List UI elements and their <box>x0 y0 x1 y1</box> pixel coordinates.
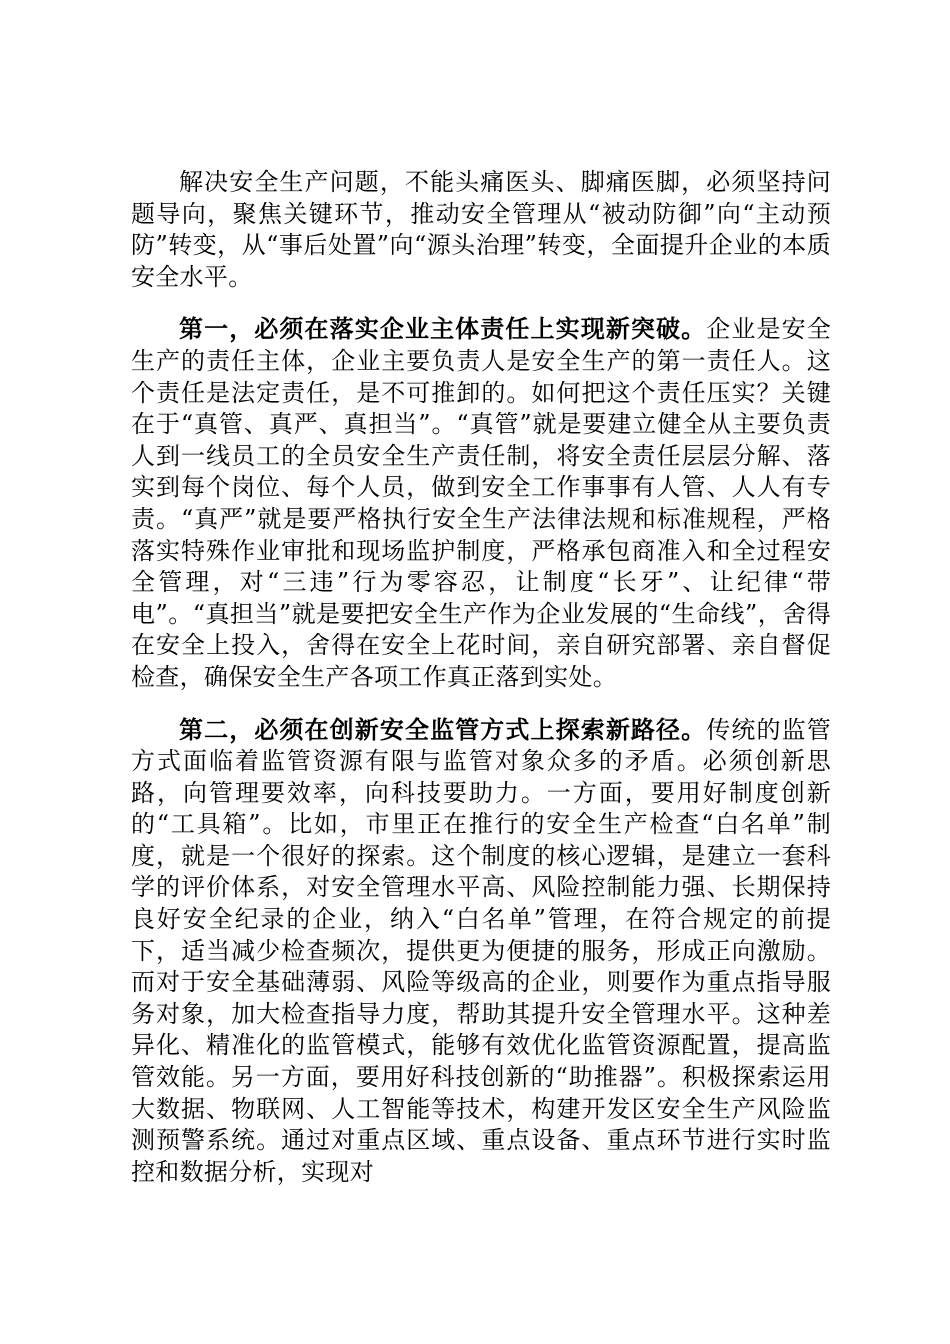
paragraph-body: 企业是安全生产的责任主体，企业主要负责人是安全生产的第一责任人。这个责任是法定责任，是不可推卸的。如何把这个责任压实？关键在于“真管、真严、真担当”。“真管”就是要建立健全从主要负责人到一线员工的全员安全生产责任制，将安全责任层层分解、落实到每个岗位、每个人员，做到安全工作事事有人管、人人有专责。“真严”就是要严格执行安全生产法律法规和标准规程，严格落实特殊作业审批和现场监护制度，严格承包商准入和全过程安全管理，对“三违”行为零容忍，让制度“长牙”、让纪律“带电”。“真担当”就是要把安全生产作为企业发展的“生命线”，舍得在安全上投入，舍得在安全上花时间，亲自研究部署、亲自督促检查，确保安全生产各项工作真正落到实处。 <box>131 315 831 691</box>
paragraph-lead: 第二，必须在创新安全监管方式上探索新路径。 <box>179 714 707 744</box>
paragraph-lead: 第一，必须在落实企业主体责任上实现新突破。 <box>179 314 707 344</box>
paragraph-first-point <box>131 313 831 693</box>
paragraph-body: 解决安全生产问题，不能头痛医头、脚痛医脚，必须坚持问题导向，聚焦关键环节，推动安全管理从“被动防御”向“主动预防”转变，从“事后处置”向“源头治理”转变，全面提升企业的本质安全水平。 <box>131 168 831 291</box>
document-page <box>131 166 831 1208</box>
paragraph-body: 传统的监管方式面临着监管资源有限与监管对象众多的矛盾。必须创新思路，向管理要效率，向科技要助力。一方面，要用好制度创新的“工具箱”。比如，市里正在推行的安全生产检查“白名单”制度，就是一个很好的探索。这个制度的核心逻辑，是建立一套科学的评价体系，对安全管理水平高、风险控制能力强、长期保持良好安全纪录的企业，纳入“白名单”管理，在符合规定的前提下，适当减少检查频次，提供更为便捷的服务，形成正向激励。而对于安全基础薄弱、风险等级高的企业，则要作为重点指导服务对象，加大检查指导力度，帮助其提升安全管理水平。这种差异化、精准化的监管模式，能够有效优化监管资源配置，提高监管效能。另一方面，要用好科技创新的“助推器”。积极探索运用大数据、物联网、人工智能等技术，构建开发区安全生产风险监测预警系统。通过对重点区域、重点设备、重点环节进行实时监控和数据分析，实现对 <box>131 715 831 1186</box>
paragraph-second-point <box>131 714 831 1189</box>
paragraph-intro <box>131 166 831 293</box>
